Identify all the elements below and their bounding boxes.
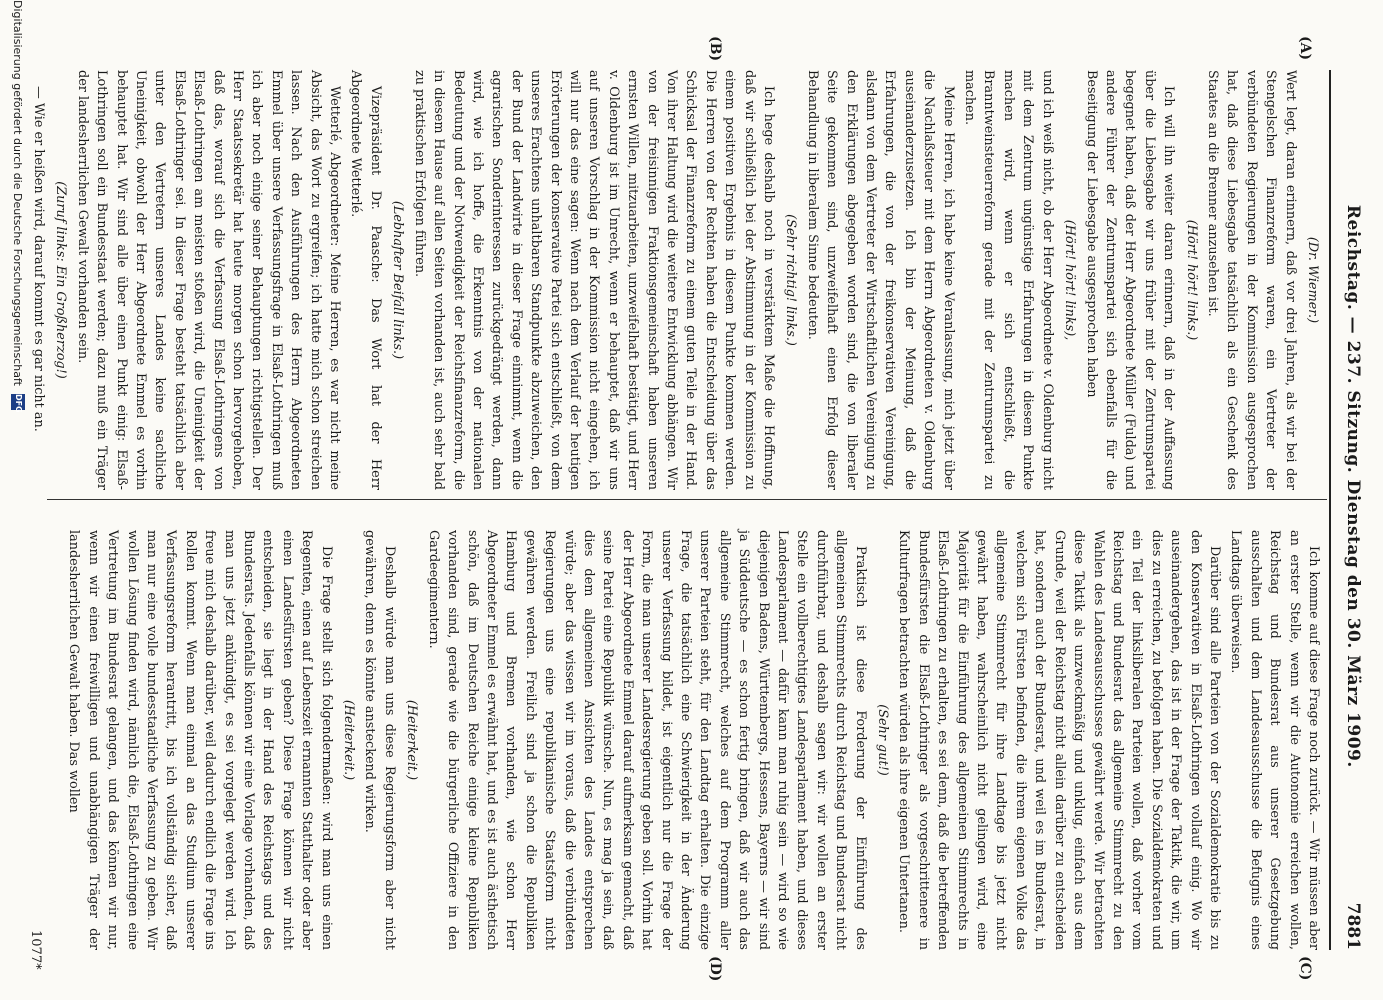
page-header <box>1333 70 1363 950</box>
speaker-paragraph: Wetterlé, Abgeordneter: Meine Herren, es war nicht meine Absicht, das Wort zu ergreifen; ich hatte mich schon streichen lassen. Nach den Ausführungen des Herrn Abgeordneten Emmel über unsere Verfassungsfrage in Elsaß-Lothringen muß ich aber noch einige seiner Behauptungen richtigstellen. Der Herr Staatssekretär hat heute morgen schon hervorgehoben, daß das, worauf sich die Verfassung Elsaß-Lothringens von Elsaß-Lothringen am meisten stoßen wird, die Uneinigkeit der Elsaß-Lothringer sei. In dieser Frage besteht tatsächlich aber unter den Vertretern unseres Landes keine sachliche Uneinigkeit, obwohl der Herr Abgeordnete Emmel es vorhin behauptet hat. Wir sind alle über einen Punkt einig: Elsaß-Lothringen soll ein Bundesstaat werden; dazu muß ein Träger der landesherrlichen Gewalt vorhanden sein. <box>74 70 343 490</box>
header-rule <box>1329 70 1331 950</box>
interjection: (Hört! hört! links.) <box>1183 219 1199 341</box>
paragraph: Praktisch ist diese Forderung der Einführung des allgemeinen Stimmrechts durch Reichstag und Bundesrat nicht durchführbar, und deshalb sagen wir: wir wollen an erster Stelle ein vollberechtigtes Landesparlament haben, und dieses Landesparlament — dafür kann man ruhig sein — wird so wie diejenigen Badens, Württembergs, Hessens, Bayerns — wir sind ja Süddeutsche — es schon fertig bringen, daß wir auch das allgemeine Stimmrecht, welches auf dem Programm aller unserer Parteien steht, für den Landtag erhalten. Die einzige Frage, die tatsächlich eine Schwierigkeit in der Änderung unserer Verfassung bildet, ist eigentlich nur die Frage der Form, die man unserer Landesregierung geben soll. Vorhin hat der Herr Abgeordnete Emmel darauf aufmerksam gemacht, daß seine Partei eine Republik wünsche. Nun, es mag ja sein, daß dies dem allgemeinen Ansichten des Landes entsprechen würde; aber das wissen wir im voraus, daß die verbündeten Regierungen uns eine republikanische Staatsform nicht gewähren werden. Freilich sind ja schon die Republiken Hamburg und Bremen vorhanden, wie schon Herr Abgeordneter Emmel es erwähnt hat, und es ist auch ästhetisch schön, daß im Deutschen Reiche einige kleine Republiken vorhanden sind, gerade wie die bürgerliche Offiziere in den Gardeegimentern. <box>425 530 868 950</box>
margin-letter-b: (B) <box>707 36 723 62</box>
interjection: (Sehr richtig! links.) <box>783 214 799 346</box>
column-divider <box>47 499 1327 500</box>
credit-text: Digitalisierung gefördert durch die Deutsche Forschungsgemeinschaft <box>11 0 25 386</box>
paragraph: Ich will ihn weiter daran erinnern, daß in der Auffassung über die Liebesgabe wir uns früher mit der Zentrumspartei begegnet haben, daß der Herr Abgeordnete Müller (Fulda) und andere Führer der Zentrumspartei sich ebenfalls für die Beseitigung der Liebesgabe ausgesprochen haben <box>1083 70 1177 490</box>
paragraph: Darüber sind alle Parteien von der Sozialdemokratie bis zu den Konservativen in Elsaß-Lothringen vollauf einig. Wo wir auseinandergehen, das ist in der Frage der Taktik, die wir, um dies zu erreichen, zu befolgen haben. Die Sozialdemokraten und ein Teil der linksliberalen Parteien wollen, daß vorher vom Reichstag und Bundesrat das allgemeine Stimmrecht zu den Wahlen des Landesausschusses gewährt werde. Wir betrachten diese Taktik als unzweckmäßig und unklug, einfach aus dem Grunde, weil der Reichstag nicht allein darüber zu entscheiden hat, sondern auch der Bundesrat, und weil es im Bundesrat, in welchem sich Fürsten befinden, die ihrem eigenen Volke das allgemeine Stimmrecht für ihre Landtage bis jetzt nicht gewährt haben, wahrscheinlich nicht gelingen wird, eine Majorität für die Einführung des allgemeinen Stimmrechts in Elsaß-Lothringen zu erhalten, es sei denn, daß die betreffenden Bundesfürsten die Elsaß-Lothringer als vorgeschrittenere in Kulturfragen betrachten würden als ihre eigenen Untertanen. <box>896 530 1222 950</box>
interjection: (Sehr gut!) <box>875 704 891 776</box>
paragraph: und ich weiß nicht, ob der Herr Abgeordnete v. Oldenburg nicht mit dem Zentrum ungünstige Erfahrungen in diesem Punkte machen wird, wenn er sich entschließt, die Branntweinsteuerreform gerade mit der Zentrumspartei zu machen. <box>962 70 1055 490</box>
margin-letter-d: (D) <box>707 956 723 982</box>
paragraph: Die Frage stellt sich folgendermaßen: wird man uns einen Regenten, einen auf Lebenszeit ernannten Statthalter oder aber einen Landesfürsten geben? Diese Frage können wir nicht entscheiden, sie liegt in der Hand des Reichstags und des Bundesrats. Jedenfalls können wir eine Vorlage vorhanden, daß man uns jetzt ankündigt, es sei vorgelegt werden wird. Ich freue mich deshalb darüber, weil dadurch endlich die Frage ins Rollen kommt. Wenn man einmal an das Studium unserer Verfassungsreform herantritt, bis ich vollständig sicher, daß man nur eine volle bundesstaatliche Verfassung zu geben. Wir wollen Lösung finden wird, nämlich die, Elsaß-Lothringen eine Vertretung im Bundesrat gelangen, und das können wir nur, wenn wir einen freiwilligen und unabhängigen Träger der landesherrlichen Gewalt haben. Das wollen <box>66 530 334 950</box>
paragraph: — Wie er heißen wird, darauf kommt es gar nicht an. <box>31 86 46 432</box>
paragraph: Ich hege deshalb noch in verstärktem Maße die Hoffnung, daß wir schließlich bei der Abstimmung in der Kommission zu einem positiven Ergebnis in diesem Punkte kommen werden. Die Herren von der Rechten haben die Entscheidung über das Schicksal der Finanzreform zu einem guten Teile in der Hand. Von ihrer Haltung wird die weitere Entwicklung abhängen. Wir von der freisinnigen Fraktionsgemeinschaft haben unseren ernsten Willen, mitzuarbeiten, unzweifelhaft bestätigt, und Herr v. Oldenburg ist im Unrecht, wenn er behauptet, daß wir uns auf unseren Vorschlag in der Kommission nicht eingehen, ich will nur das eine sagen: Wenn nach dem Verlauf der heutigen Erörterungen der konservative Partei sich entschließt, von dem unseres Erachtens unhaltbaren Standpunkte abzuweichen, den der Bund der Landwirte in dieser Frage einnimmt, wenn die agrarischen Sonderinteressen zurückgedrängt werden, dann wird, wie ich hoffe, die Erkenntnis von der nationalen Bedeutung und der Notwendigkeit der Reichsfinanzreform, die in diesem Hause auf allen Seiten vorhanden ist, auch sehr bald zu praktischen Erfolgen führen. <box>411 70 777 490</box>
folio-mark: 1077* <box>28 930 43 970</box>
interjection: (Heiterkeit.) <box>404 699 420 781</box>
paragraph: Wert legt, daran erinnern, daß vor drei Jahren, als wir bei der Stengelschen Finanzreform waren, ein Vertreter der verbündeten Regierungen in der Kommission ausgesprochen hat, daß diese Liebesgabe tatsächlich als ein Geschenk des Staates an die Brenner anzusehen ist. <box>1204 70 1298 490</box>
margin-letter-a: (A) <box>1297 36 1313 61</box>
paragraph: Deshalb würde man uns diese Regierungsform aber nicht gewähren, denn es könnte ansteckend wirken. <box>362 530 397 950</box>
interjection: (Zuruf links: Ein Großherzog!) <box>53 181 69 379</box>
dfg-logo: DFG <box>11 394 25 410</box>
paragraph: Meine Herren, ich habe keine Veranlassung, mich jetzt über die Nachlaßsteuer mit dem Herrn Abgeordneten v. Oldenburg auseinanderzusetzen. Ich bin der Meinung, daß die Erfahrungen, die von der freikonservativen Vereinigung, alsdann von dem Vertreter der Wirtschaftlichen Vereinigung zu den Erklärungen abgegeben worden sind, die von liberaler Seite gekommen sind, unzweifelhaft einen Erfolg dieser Behandlung in liberalem Sinne bedeuten. <box>804 70 956 490</box>
interjection: (Lebhafter Beifall links.) <box>390 200 406 360</box>
paragraph: Ich komme auf diese Frage noch zurück. — Wir müssen aber an erster Stelle, wenn wir die Autonomie erreichen wollen, Reichstag und Bundesrat aus unserer Gesetzgebung ausschalten und dem Landesausschusse die Befugnis eines Landtags überweisen. <box>1228 530 1321 950</box>
interjection: (Hört! hört! links), <box>1062 219 1078 341</box>
speaker-tag: (Dr. Wiemer.) <box>1305 236 1320 324</box>
left-column <box>31 70 1323 490</box>
margin-letter-c: (C) <box>1297 956 1313 981</box>
digitization-credit <box>3 0 33 1000</box>
speaker-paragraph: Vizepräsident Dr. Paasche: Das Wort hat der Herr Abgeordnete Wetterlé. <box>348 70 383 490</box>
page-number: 7881 <box>1343 902 1363 950</box>
header-title: Reichstag. — 237. Sitzung. Dienstag den 30. März 1909. <box>1343 204 1363 768</box>
right-column <box>53 530 1323 950</box>
interjection: (Heiterkeit.) <box>341 699 357 781</box>
